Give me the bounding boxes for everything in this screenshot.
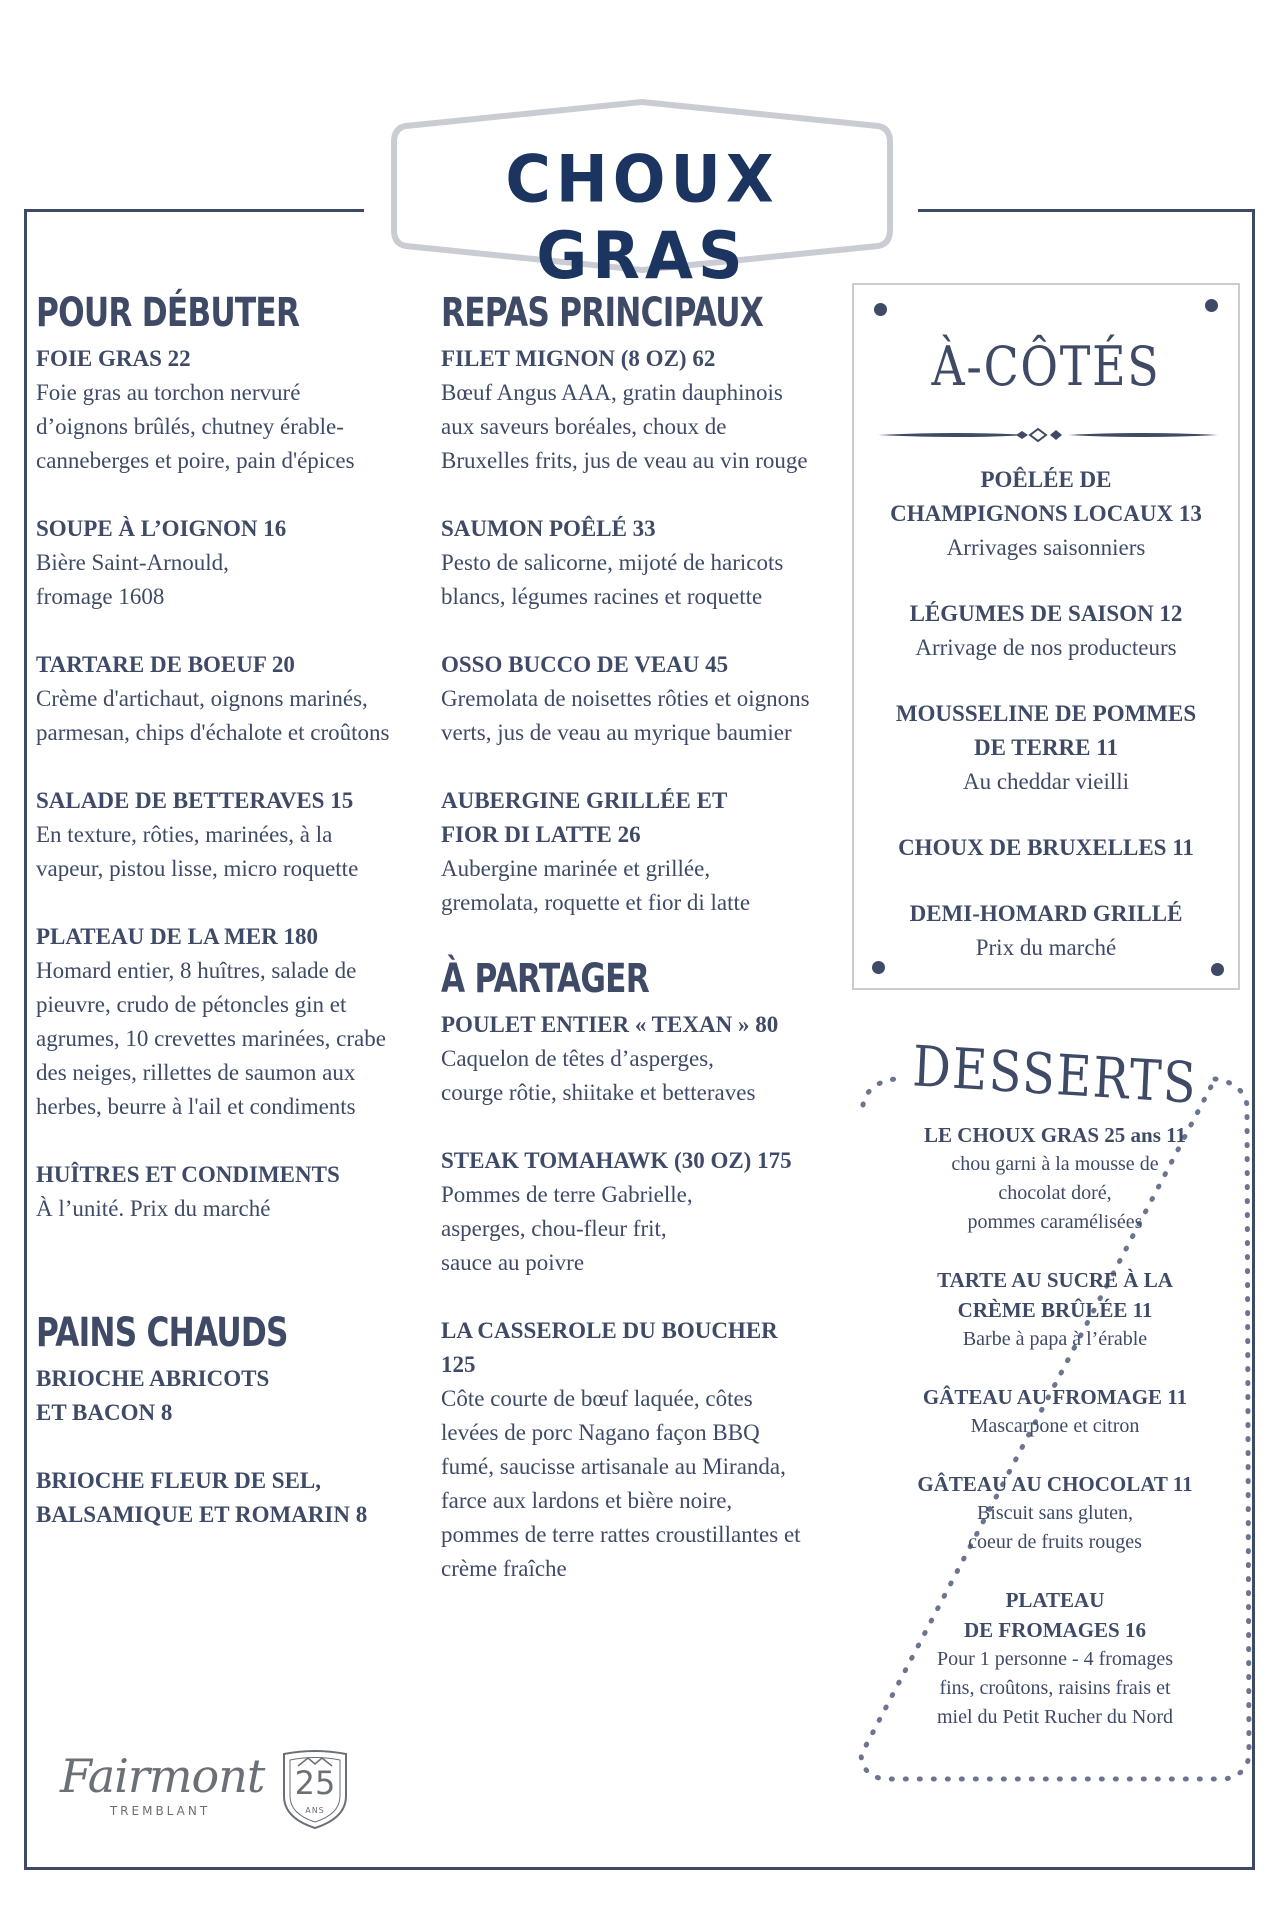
menu-item-name: FOIE GRAS 22	[36, 346, 191, 371]
menu-item	[441, 1314, 841, 1586]
pains-chauds-list	[36, 1362, 426, 1532]
menu-item-description: Biscuit sans gluten, coeur de fruits rouges	[968, 1502, 1142, 1553]
menu-item-name: AUBERGINE GRILLÉE ET FIOR DI LATTE 26	[441, 788, 728, 847]
menu-item-description: Au cheddar vieilli	[962, 769, 1130, 794]
menu-item-name: MOUSSELINE DE POMMES DE TERRE 11	[895, 701, 1197, 760]
menu-item	[864, 697, 1228, 799]
a-cotes-list	[864, 463, 1228, 997]
menu-item-description: Pour 1 personne - 4 fromages fins, croûtons, raisins frais et miel du Petit Rucher du Nord	[936, 1648, 1174, 1728]
corner-dot	[1205, 299, 1218, 312]
badge-sub: ANS	[305, 1806, 325, 1815]
badge-number: 25	[294, 1764, 336, 1802]
menu-item	[36, 342, 426, 478]
menu-item-description: En texture, rôties, marinées, à la vapeur, pistou lisse, micro roquette	[36, 822, 359, 881]
menu-item-description: Côte courte de bœuf laquée, côtes levées de porc Nagano façon BBQ fumé, saucisse artisanale au Miranda, farce aux lardons et bière noire, pommes de terre rattes croustillantes et crème fraîche	[441, 1386, 801, 1581]
menu-item-name: SALADE DE BETTERAVES 15	[36, 788, 354, 813]
menu-item-name: LÉGUMES DE SAISON 12	[909, 601, 1183, 626]
menu-item-name: OSSO BUCCO DE VEAU 45	[441, 652, 729, 677]
menu-item-name: TARTE AU SUCRE À LA CRÈME BRÛLÉE 11	[937, 1268, 1173, 1322]
menu-item-name: LA CASSEROLE DU BOUCHER 125	[441, 1318, 778, 1377]
menu-item-description: Crème d'artichaut, oignons marinés, parmesan, chips d'échalote et croûtons	[36, 686, 390, 745]
fairmont-location: TREMBLANT	[109, 1804, 211, 1818]
menu-item-name: DEMI-HOMARD GRILLÉ	[909, 901, 1183, 926]
section-title-pour-debuter: POUR DÉBUTER	[36, 290, 300, 336]
menu-item-description: Aubergine marinée et grillée, gremolata, roquette et fior di latte	[441, 856, 751, 915]
desserts-list	[875, 1120, 1235, 1760]
menu-item-description: Pesto de salicorne, mijoté de haricots blancs, légumes racines et roquette	[441, 550, 784, 609]
menu-item-name: TARTARE DE BOEUF 20	[36, 652, 295, 677]
menu-item	[875, 1120, 1235, 1237]
menu-item	[441, 784, 841, 920]
menu-item	[875, 1585, 1235, 1732]
menu-item-name: FILET MIGNON (8 OZ) 62	[441, 346, 716, 371]
menu-item-description: Gremolata de noisettes rôties et oignons verts, jus de veau au myrique baumier	[441, 686, 810, 745]
menu-item	[864, 831, 1228, 865]
menu-item-description: Arrivages saisonniers	[946, 535, 1146, 560]
menu-item-name: HUÎTRES ET CONDIMENTS	[36, 1162, 340, 1187]
page-title: CHOUX GRAS	[505, 140, 779, 294]
menu-item	[36, 920, 426, 1124]
section-title-a-cotes: À-CÔTÉS	[931, 335, 1161, 398]
menu-item-description: Bœuf Angus AAA, gratin dauphinois aux saveurs boréales, choux de Bruxelles frits, jus de veau au vin rouge	[441, 380, 808, 473]
menu-item-name: GÂTEAU AU FROMAGE 11	[922, 1385, 1188, 1409]
ornament-divider	[878, 425, 1218, 445]
corner-dot	[874, 303, 887, 316]
fairmont-wordmark: Fairmont	[60, 1749, 265, 1803]
desserts-box	[855, 1035, 1255, 1795]
menu-item-name: BRIOCHE ABRICOTS ET BACON 8	[36, 1366, 270, 1425]
menu-item	[864, 597, 1228, 665]
menu-item-description: Mascarpone et citron	[970, 1415, 1140, 1437]
section-title-repas-principaux: REPAS PRINCIPAUX	[441, 290, 764, 336]
section-title-desserts: DESSERTS	[911, 1034, 1199, 1117]
menu-item-description: Arrivage de nos producteurs	[915, 635, 1177, 660]
menu-item	[875, 1382, 1235, 1441]
menu-item	[441, 648, 841, 750]
section-title-pains-chauds: PAINS CHAUDS	[36, 1310, 288, 1356]
menu-item-name: POÊLÉE DE CHAMPIGNONS LOCAUX 13	[890, 467, 1202, 526]
menu-item-name: GÂTEAU AU CHOCOLAT 11	[917, 1472, 1193, 1496]
menu-item	[441, 1008, 841, 1110]
menu-item	[875, 1469, 1235, 1557]
menu-item	[441, 1144, 841, 1280]
section-title-a-partager: À PARTAGER	[441, 956, 649, 1002]
menu-item-description: Bière Saint-Arnould, fromage 1608	[36, 550, 229, 609]
menu-item	[36, 1362, 426, 1430]
menu-item	[864, 463, 1228, 565]
column-left	[36, 288, 426, 1566]
menu-item-name: PLATEAU DE FROMAGES 16	[963, 1588, 1146, 1642]
menu-item-description: Prix du marché	[975, 935, 1117, 960]
menu-item	[36, 648, 426, 750]
menu-item-description: Caquelon de têtes d’asperges, courge rôtie, shiitake et betteraves	[441, 1046, 756, 1105]
menu-item-name: POULET ENTIER « TEXAN » 80	[441, 1012, 779, 1037]
column-middle	[441, 288, 841, 1620]
menu-item	[864, 897, 1228, 965]
menu-item-description: Pommes de terre Gabrielle, asperges, chou-fleur frit, sauce au poivre	[441, 1182, 693, 1275]
menu-item	[36, 1158, 426, 1226]
fairmont-logo	[60, 1748, 265, 1818]
menu-item	[441, 512, 841, 614]
menu-item	[36, 1464, 426, 1532]
menu-item-name: SAUMON POÊLÉ 33	[441, 516, 656, 541]
anniversary-badge	[278, 1748, 352, 1832]
menu-item	[875, 1265, 1235, 1354]
repas-principaux-list	[441, 342, 841, 920]
menu-item-name: STEAK TOMAHAWK (30 OZ) 175	[441, 1148, 792, 1173]
frame-top-right-rule	[918, 209, 1255, 212]
menu-item-description: chou garni à la mousse de chocolat doré, pommes caramélisées	[951, 1153, 1159, 1233]
menu-item-name: PLATEAU DE LA MER 180	[36, 924, 318, 949]
frame-top-left-rule	[24, 209, 364, 212]
menu-item-name: BRIOCHE FLEUR DE SEL, BALSAMIQUE ET ROMARIN 8	[36, 1468, 368, 1527]
a-partager-list	[441, 1008, 841, 1586]
menu-item	[36, 784, 426, 886]
menu-item-name: SOUPE À L’OIGNON 16	[36, 516, 287, 541]
menu-item	[36, 512, 426, 614]
title-plate	[388, 96, 896, 294]
menu-item	[441, 342, 841, 478]
a-cotes-box	[852, 283, 1240, 990]
menu-item-name: CHOUX DE BRUXELLES 11	[898, 835, 1194, 860]
logos	[60, 1748, 360, 1838]
menu-item-description: À l’unité. Prix du marché	[36, 1196, 271, 1221]
menu-item-name: LE CHOUX GRAS 25 ans 11	[924, 1123, 1186, 1147]
menu-item-description: Homard entier, 8 huîtres, salade de pieuvre, crudo de pétoncles gin et agrumes, 10 crevettes marinées, crabe des neiges, rillettes de saumon aux herbes, beurre à l'ail et condiments	[36, 958, 386, 1119]
menu-item-description: Barbe à papa à l’érable	[962, 1328, 1148, 1350]
menu-item-description: Foie gras au torchon nervuré d’oignons brûlés, chutney érable- canneberges et poire, pain d'épices	[36, 380, 355, 473]
pour-debuter-list	[36, 342, 426, 1226]
